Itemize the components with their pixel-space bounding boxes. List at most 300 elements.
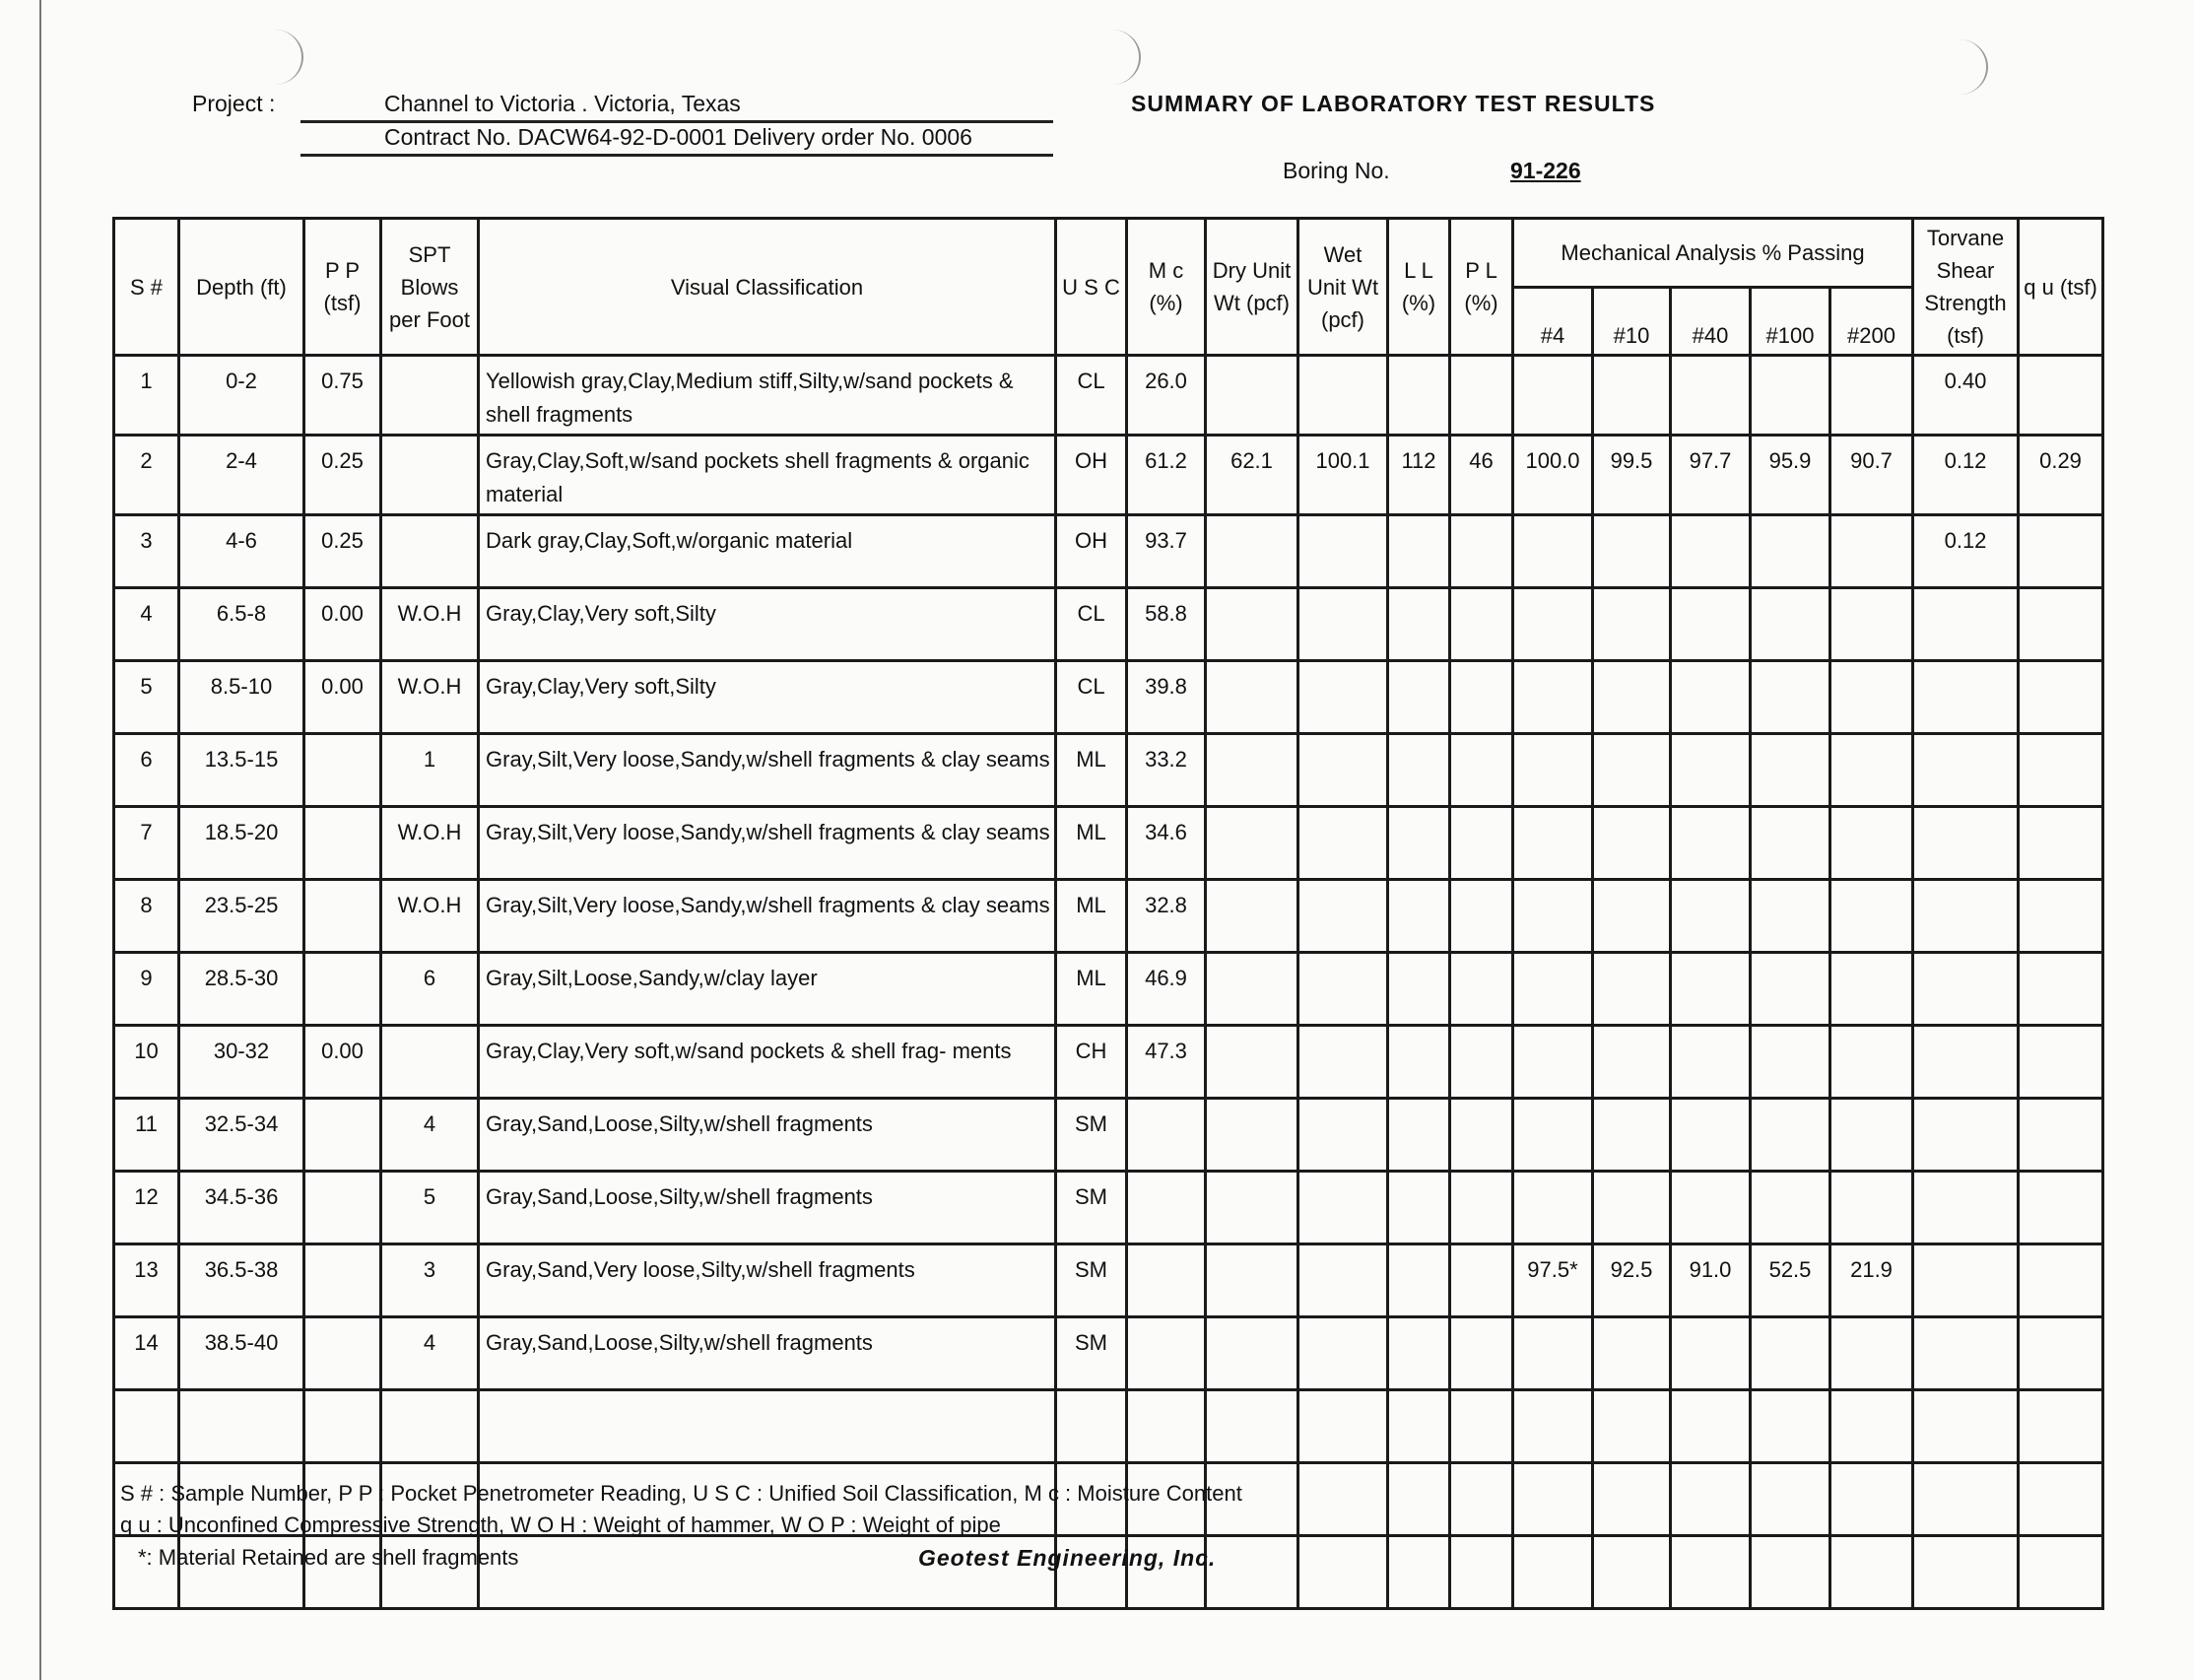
cell-n100 (1751, 1026, 1830, 1099)
cell-n200 (1830, 515, 1913, 588)
cell-n200 (1830, 1172, 1913, 1244)
cell-pp: 0.00 (304, 1026, 381, 1099)
cell-mc: 34.6 (1127, 807, 1206, 880)
cell-n200 (1830, 1536, 1913, 1609)
cell-n100 (1751, 1099, 1830, 1172)
cell-pl (1450, 588, 1513, 661)
cell-pl (1450, 880, 1513, 953)
cell-n10 (1593, 515, 1671, 588)
cell-n40 (1671, 1172, 1751, 1244)
cell-spt: 1 (381, 734, 479, 807)
cell-spt: W.O.H (381, 661, 479, 734)
cell-usc: ML (1056, 807, 1127, 880)
header-sample-number: S # (114, 219, 179, 356)
cell-n100 (1751, 880, 1830, 953)
cell-wet (1298, 1536, 1388, 1609)
cell-torvane (1913, 1099, 2019, 1172)
cell-spt: 6 (381, 953, 479, 1026)
cell-ll (1388, 734, 1450, 807)
cell-pl (1450, 661, 1513, 734)
cell-visual: Gray,Silt,Very loose,Sandy,w/shell fragments & clay seams (479, 734, 1056, 807)
cell-n4 (1513, 661, 1593, 734)
cell-n10: 92.5 (1593, 1244, 1671, 1317)
header-sieve-200: #200 (1830, 287, 1913, 356)
header-moisture-content: M c (%) (1127, 219, 1206, 356)
cell-depth: 4-6 (179, 515, 304, 588)
cell-n100 (1751, 515, 1830, 588)
cell-s: 12 (114, 1172, 179, 1244)
cell-n100 (1751, 1463, 1830, 1536)
cell-n40 (1671, 1099, 1751, 1172)
cell-dry (1206, 661, 1298, 734)
cell-n200 (1830, 356, 1913, 436)
table-row (114, 1172, 2103, 1244)
cell-n100 (1751, 588, 1830, 661)
cell-n4 (1513, 807, 1593, 880)
cell-usc: SM (1056, 1099, 1127, 1172)
cell-n10 (1593, 1390, 1671, 1463)
cell-n40 (1671, 588, 1751, 661)
cell-depth: 23.5-25 (179, 880, 304, 953)
cell-depth: 38.5-40 (179, 1317, 304, 1390)
cell-dry (1206, 1244, 1298, 1317)
cell-n200 (1830, 880, 1913, 953)
table-row (114, 734, 2103, 807)
cell-usc: CL (1056, 661, 1127, 734)
header-torvane-shear: Torvane Shear Strength (tsf) (1913, 219, 2019, 356)
cell-visual: Gray,Clay,Very soft,Silty (479, 661, 1056, 734)
cell-n4 (1513, 1172, 1593, 1244)
cell-wet (1298, 880, 1388, 953)
table-row (114, 1317, 2103, 1390)
cell-s: 4 (114, 588, 179, 661)
cell-qu (2019, 515, 2103, 588)
cell-n200 (1830, 1099, 1913, 1172)
cell-mc (1127, 1099, 1206, 1172)
cell-wet (1298, 515, 1388, 588)
cell-pl (1450, 734, 1513, 807)
cell-ll (1388, 1172, 1450, 1244)
cell-ll (1388, 588, 1450, 661)
cell-dry (1206, 1172, 1298, 1244)
cell-qu (2019, 356, 2103, 436)
cell-visual: Dark gray,Clay,Soft,w/organic material (479, 515, 1056, 588)
cell-n40: 97.7 (1671, 436, 1751, 515)
cell-n200 (1830, 661, 1913, 734)
cell-ll (1388, 1463, 1450, 1536)
cell-visual: Gray,Sand,Loose,Silty,w/shell fragments (479, 1172, 1056, 1244)
cell-spt: W.O.H (381, 807, 479, 880)
cell-mc (1127, 1172, 1206, 1244)
cell-s: 13 (114, 1244, 179, 1317)
page-margin-rule (39, 0, 41, 1680)
cell-pp (304, 1390, 381, 1463)
cell-pl (1450, 807, 1513, 880)
header-visual-classification: Visual Classification (479, 219, 1056, 356)
cell-torvane (1913, 953, 2019, 1026)
cell-ll (1388, 953, 1450, 1026)
cell-s: 8 (114, 880, 179, 953)
cell-n40: 91.0 (1671, 1244, 1751, 1317)
cell-qu (2019, 1390, 2103, 1463)
table-row (114, 1026, 2103, 1099)
cell-torvane (1913, 880, 2019, 953)
cell-wet (1298, 1026, 1388, 1099)
cell-pp: 0.75 (304, 356, 381, 436)
cell-n200: 90.7 (1830, 436, 1913, 515)
cell-n100 (1751, 1536, 1830, 1609)
cell-spt: W.O.H (381, 588, 479, 661)
cell-visual: Gray,Silt,Loose,Sandy,w/clay layer (479, 953, 1056, 1026)
cell-n40 (1671, 1317, 1751, 1390)
cell-qu (2019, 880, 2103, 953)
cell-ll (1388, 1099, 1450, 1172)
cell-depth: 13.5-15 (179, 734, 304, 807)
cell-spt (381, 356, 479, 436)
cell-s: 10 (114, 1026, 179, 1099)
cell-pp (304, 953, 381, 1026)
cell-visual: Gray,Sand,Loose,Silty,w/shell fragments (479, 1317, 1056, 1390)
cell-n40 (1671, 880, 1751, 953)
cell-mc: 47.3 (1127, 1026, 1206, 1099)
cell-mc: 32.8 (1127, 880, 1206, 953)
cell-pl (1450, 1099, 1513, 1172)
cell-n40 (1671, 953, 1751, 1026)
cell-visual: Gray,Silt,Very loose,Sandy,w/shell fragments & clay seams (479, 880, 1056, 953)
cell-s: 11 (114, 1099, 179, 1172)
cell-ll (1388, 515, 1450, 588)
cell-usc: SM (1056, 1244, 1127, 1317)
punch-hole-mark (1931, 39, 1988, 95)
cell-n10 (1593, 734, 1671, 807)
header-sieve-40: #40 (1671, 287, 1751, 356)
cell-torvane (1913, 1536, 2019, 1609)
cell-mc (1127, 1390, 1206, 1463)
header-sieve-4: #4 (1513, 287, 1593, 356)
cell-wet (1298, 1463, 1388, 1536)
cell-pp (304, 880, 381, 953)
cell-qu (2019, 807, 2103, 880)
cell-depth: 8.5-10 (179, 661, 304, 734)
cell-depth: 2-4 (179, 436, 304, 515)
cell-n100 (1751, 953, 1830, 1026)
table-row (114, 1244, 2103, 1317)
cell-mc: 26.0 (1127, 356, 1206, 436)
cell-depth: 34.5-36 (179, 1172, 304, 1244)
cell-depth: 32.5-34 (179, 1099, 304, 1172)
cell-qu (2019, 1026, 2103, 1099)
cell-dry (1206, 734, 1298, 807)
cell-n100 (1751, 356, 1830, 436)
cell-n10 (1593, 880, 1671, 953)
cell-s: 3 (114, 515, 179, 588)
cell-pl: 46 (1450, 436, 1513, 515)
cell-usc (1056, 1390, 1127, 1463)
cell-torvane (1913, 734, 2019, 807)
cell-usc: CL (1056, 588, 1127, 661)
cell-visual: Gray,Clay,Soft,w/sand pockets shell fragments & organic material (479, 436, 1056, 515)
cell-n100 (1751, 1317, 1830, 1390)
cell-n10 (1593, 1317, 1671, 1390)
company-name: Geotest Engineering, Inc. (918, 1545, 1217, 1571)
cell-dry (1206, 953, 1298, 1026)
cell-n10 (1593, 588, 1671, 661)
cell-usc: ML (1056, 880, 1127, 953)
cell-ll (1388, 1536, 1450, 1609)
cell-depth: 6.5-8 (179, 588, 304, 661)
cell-mc: 58.8 (1127, 588, 1206, 661)
cell-pp: 0.00 (304, 588, 381, 661)
cell-n40 (1671, 661, 1751, 734)
cell-torvane: 0.12 (1913, 436, 2019, 515)
cell-dry (1206, 1026, 1298, 1099)
cell-n10 (1593, 953, 1671, 1026)
cell-dry (1206, 1536, 1298, 1609)
cell-visual: Gray,Silt,Very loose,Sandy,w/shell fragments & clay seams (479, 807, 1056, 880)
cell-pl (1450, 1172, 1513, 1244)
cell-qu (2019, 734, 2103, 807)
cell-usc: CH (1056, 1026, 1127, 1099)
cell-n40 (1671, 734, 1751, 807)
document-title: SUMMARY OF LABORATORY TEST RESULTS (1131, 91, 1656, 116)
cell-spt: 3 (381, 1244, 479, 1317)
cell-n4 (1513, 1099, 1593, 1172)
cell-dry (1206, 1390, 1298, 1463)
header-mechanical-analysis: Mechanical Analysis % Passing (1513, 219, 1913, 288)
boring-label: Boring No. (1283, 158, 1390, 183)
cell-pl (1450, 1244, 1513, 1317)
cell-visual: Gray,Sand,Loose,Silty,w/shell fragments (479, 1099, 1056, 1172)
contract-info (300, 124, 1053, 157)
cell-n40 (1671, 1026, 1751, 1099)
cell-n100 (1751, 1172, 1830, 1244)
cell-n10 (1593, 1172, 1671, 1244)
table-row (114, 880, 2103, 953)
cell-n200 (1830, 1026, 1913, 1099)
cell-wet (1298, 953, 1388, 1026)
table-row (114, 953, 2103, 1026)
cell-n4 (1513, 734, 1593, 807)
cell-ll: 112 (1388, 436, 1450, 515)
header-dry-unit-weight: Dry Unit Wt (pcf) (1206, 219, 1298, 356)
cell-pp (304, 734, 381, 807)
cell-n4 (1513, 880, 1593, 953)
header-spt-blows: SPT Blows per Foot (381, 219, 479, 356)
cell-pl (1450, 1026, 1513, 1099)
cell-n10 (1593, 807, 1671, 880)
cell-torvane: 0.40 (1913, 356, 2019, 436)
cell-n40 (1671, 515, 1751, 588)
cell-ll (1388, 880, 1450, 953)
cell-torvane (1913, 1317, 2019, 1390)
cell-n200 (1830, 1317, 1913, 1390)
cell-s: 5 (114, 661, 179, 734)
cell-pl (1450, 1390, 1513, 1463)
cell-depth: 30-32 (179, 1026, 304, 1099)
cell-wet (1298, 356, 1388, 436)
cell-n4: 100.0 (1513, 436, 1593, 515)
cell-qu (2019, 1317, 2103, 1390)
cell-depth: 18.5-20 (179, 807, 304, 880)
cell-n200 (1830, 734, 1913, 807)
cell-s: 14 (114, 1317, 179, 1390)
cell-s: 2 (114, 436, 179, 515)
cell-s: 6 (114, 734, 179, 807)
header-plastic-limit: P L (%) (1450, 219, 1513, 356)
cell-n100: 52.5 (1751, 1244, 1830, 1317)
legend-line-3: *: Material Retained are shell fragments (138, 1545, 519, 1570)
cell-s (114, 1390, 179, 1463)
cell-dry: 62.1 (1206, 436, 1298, 515)
cell-n100 (1751, 661, 1830, 734)
cell-s: 7 (114, 807, 179, 880)
cell-ll (1388, 1244, 1450, 1317)
cell-usc: CL (1056, 356, 1127, 436)
cell-dry (1206, 1099, 1298, 1172)
header-usc: U S C (1056, 219, 1127, 356)
cell-visual: Gray,Clay,Very soft,w/sand pockets & shell frag- ments (479, 1026, 1056, 1099)
cell-n200 (1830, 1390, 1913, 1463)
cell-wet: 100.1 (1298, 436, 1388, 515)
cell-depth: 28.5-30 (179, 953, 304, 1026)
cell-depth (179, 1390, 304, 1463)
project-name (300, 91, 1053, 123)
project-label: Project : (192, 91, 276, 116)
cell-pl (1450, 1317, 1513, 1390)
cell-visual: Gray,Sand,Very loose,Silty,w/shell fragments (479, 1244, 1056, 1317)
cell-visual: Yellowish gray,Clay,Medium stiff,Silty,w/sand pockets & shell fragments (479, 356, 1056, 436)
cell-usc: OH (1056, 436, 1127, 515)
cell-n10 (1593, 1463, 1671, 1536)
header-wet-unit-weight: Wet Unit Wt (pcf) (1298, 219, 1388, 356)
cell-usc: ML (1056, 734, 1127, 807)
cell-visual: Gray,Clay,Very soft,Silty (479, 588, 1056, 661)
cell-wet (1298, 1099, 1388, 1172)
cell-qu (2019, 661, 2103, 734)
cell-pl (1450, 1536, 1513, 1609)
cell-pl (1450, 515, 1513, 588)
table-row (114, 588, 2103, 661)
header-liquid-limit: L L (%) (1388, 219, 1450, 356)
cell-dry (1206, 1317, 1298, 1390)
cell-dry (1206, 880, 1298, 953)
cell-torvane: 0.12 (1913, 515, 2019, 588)
cell-n4 (1513, 1536, 1593, 1609)
cell-n200: 21.9 (1830, 1244, 1913, 1317)
cell-usc: SM (1056, 1172, 1127, 1244)
cell-pp (304, 1099, 381, 1172)
table-row (114, 1099, 2103, 1172)
cell-n10 (1593, 356, 1671, 436)
cell-n40 (1671, 807, 1751, 880)
cell-qu (2019, 1244, 2103, 1317)
cell-n40 (1671, 1536, 1751, 1609)
cell-pp (304, 807, 381, 880)
cell-n4 (1513, 356, 1593, 436)
cell-n100 (1751, 807, 1830, 880)
cell-ll (1388, 1026, 1450, 1099)
cell-n40 (1671, 1463, 1751, 1536)
cell-n100 (1751, 1390, 1830, 1463)
lab-results-table (112, 217, 2104, 1610)
cell-n200 (1830, 807, 1913, 880)
cell-wet (1298, 661, 1388, 734)
cell-n4: 97.5* (1513, 1244, 1593, 1317)
cell-mc: 39.8 (1127, 661, 1206, 734)
cell-s: 9 (114, 953, 179, 1026)
cell-n4 (1513, 1026, 1593, 1099)
cell-n4 (1513, 1317, 1593, 1390)
cell-s: 1 (114, 356, 179, 436)
header-pocket-penetrometer: P P (tsf) (304, 219, 381, 356)
cell-n4 (1513, 953, 1593, 1026)
cell-n100: 95.9 (1751, 436, 1830, 515)
header-depth: Depth (ft) (179, 219, 304, 356)
cell-spt: 4 (381, 1099, 479, 1172)
cell-wet (1298, 734, 1388, 807)
cell-dry (1206, 807, 1298, 880)
cell-wet (1298, 588, 1388, 661)
cell-torvane (1913, 1244, 2019, 1317)
cell-wet (1298, 1244, 1388, 1317)
cell-depth: 36.5-38 (179, 1244, 304, 1317)
cell-pp (304, 1317, 381, 1390)
cell-n10 (1593, 1536, 1671, 1609)
punch-hole-mark (246, 30, 303, 85)
cell-n200 (1830, 1463, 1913, 1536)
cell-ll (1388, 356, 1450, 436)
header-unconfined-strength: q u (tsf) (2019, 219, 2103, 356)
cell-qu (2019, 1172, 2103, 1244)
cell-dry (1206, 588, 1298, 661)
cell-n200 (1830, 588, 1913, 661)
contract-info-text: Contract No. DACW64-92-D-0001 Delivery order No. 0006 (384, 124, 972, 150)
cell-ll (1388, 661, 1450, 734)
cell-qu (2019, 953, 2103, 1026)
cell-usc: SM (1056, 1317, 1127, 1390)
cell-n4 (1513, 1463, 1593, 1536)
legend-line-1: S # : Sample Number, P P : Pocket Penetrometer Reading, U S C : Unified Soil Classification, M c : Moisture Content (120, 1481, 1242, 1506)
cell-spt (381, 1026, 479, 1099)
cell-wet (1298, 1390, 1388, 1463)
legend-line-2: q u : Unconfined Compressive Strength, W O H : Weight of hammer, W O P : Weight of pipe (120, 1512, 1001, 1537)
cell-dry (1206, 356, 1298, 436)
cell-pp (304, 1244, 381, 1317)
cell-mc (1127, 1244, 1206, 1317)
cell-n40 (1671, 1390, 1751, 1463)
cell-torvane (1913, 1026, 2019, 1099)
cell-n4 (1513, 588, 1593, 661)
cell-pp (304, 1172, 381, 1244)
cell-mc: 93.7 (1127, 515, 1206, 588)
cell-wet (1298, 1172, 1388, 1244)
cell-pl (1450, 1463, 1513, 1536)
cell-spt: W.O.H (381, 880, 479, 953)
cell-usc: OH (1056, 515, 1127, 588)
cell-ll (1388, 1317, 1450, 1390)
punch-hole-mark (1084, 30, 1141, 85)
cell-torvane (1913, 1172, 2019, 1244)
cell-spt (381, 515, 479, 588)
cell-ll (1388, 807, 1450, 880)
header-sieve-100: #100 (1751, 287, 1830, 356)
table-row (114, 356, 2103, 436)
cell-torvane (1913, 1463, 2019, 1536)
cell-pp: 0.00 (304, 661, 381, 734)
cell-n200 (1830, 953, 1913, 1026)
cell-spt (381, 1390, 479, 1463)
cell-n10 (1593, 1099, 1671, 1172)
